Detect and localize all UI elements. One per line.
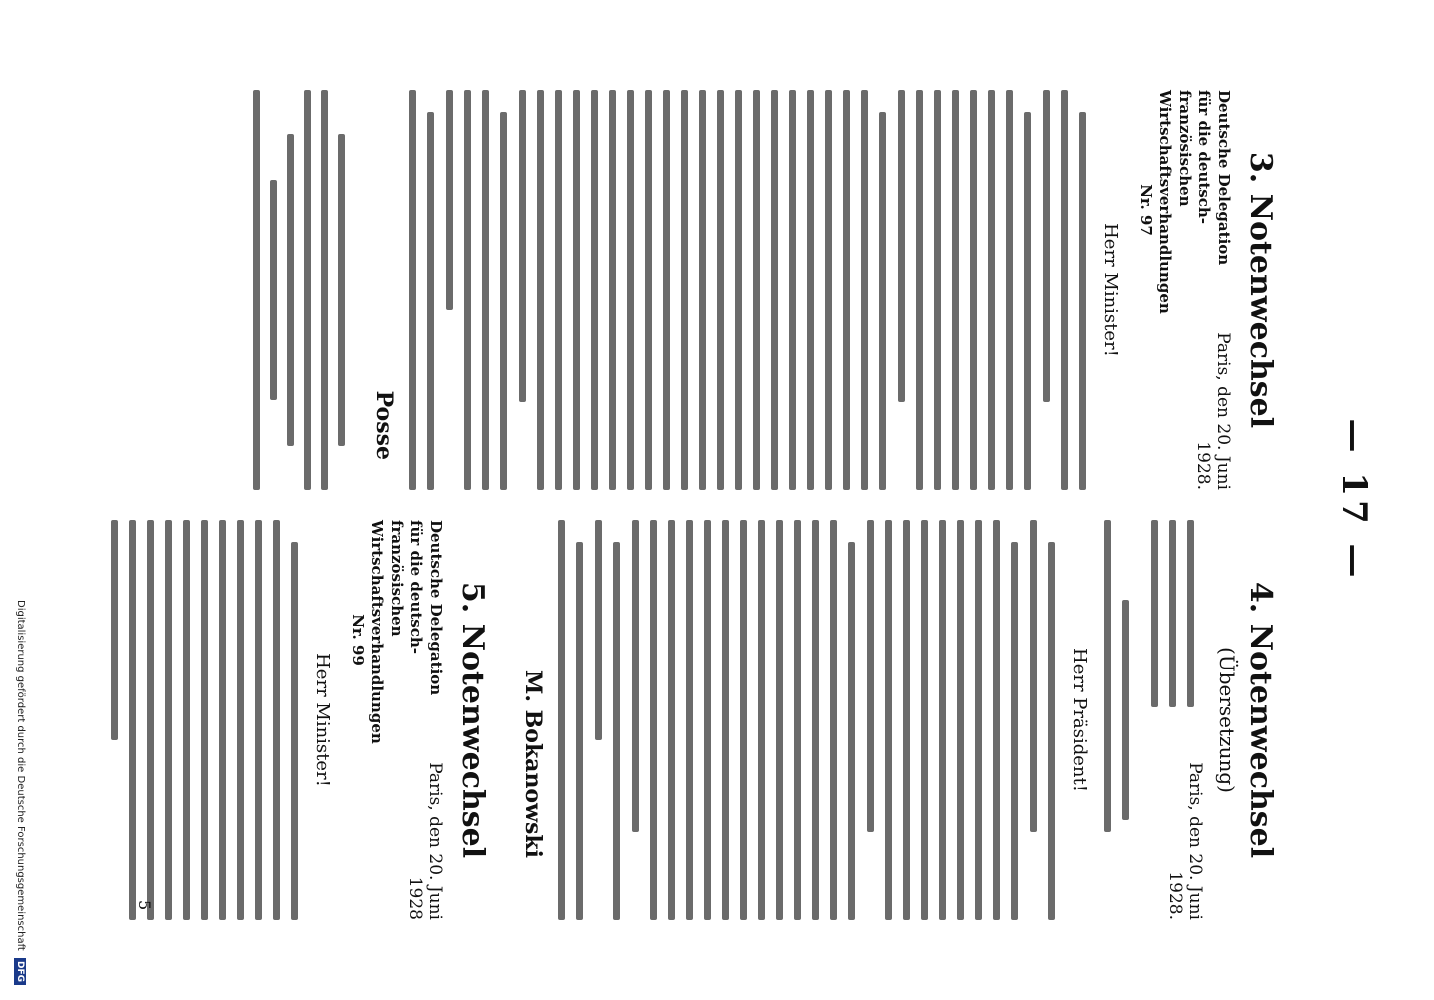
right-column xyxy=(94,520,1284,920)
right-section-title: 4. Notenwechsel xyxy=(1243,581,1278,859)
left-paragraph-4 xyxy=(447,90,508,490)
left-paragraph-1 xyxy=(1044,90,1087,490)
page-header: — 17 — xyxy=(1334,418,1374,582)
right-section2-sender-line-3: Wirtschaftsverhandlungen xyxy=(368,520,387,744)
page-footer-number: 5 xyxy=(135,900,154,911)
right-section2-place-date: Paris, den 20. Juni 1928 xyxy=(405,762,445,920)
right-meta-row xyxy=(1140,520,1205,920)
left-sender-line-3: Wirtschaftsverhandlungen xyxy=(1156,90,1175,314)
digitization-credit xyxy=(6,600,26,1000)
right-paragraph-2 xyxy=(867,520,1018,920)
left-meta-row xyxy=(1136,90,1234,490)
left-sender xyxy=(1136,90,1234,330)
digitization-credit-text: Digitalisierung gefördert durch die Deutsche Forschungsgemeinschaft xyxy=(15,600,26,951)
left-paragraph-2 xyxy=(899,90,1032,490)
right-section2-salutation: Herr Minister! xyxy=(312,653,334,787)
right-place-date: Paris, den 20. Juni 1928. xyxy=(1165,762,1205,920)
dfg-logo: DFG xyxy=(14,958,26,985)
left-section-title: 3. Notenwechsel xyxy=(1243,151,1278,429)
right-section2-sender xyxy=(348,520,446,760)
right-paragraph-5 xyxy=(558,520,583,920)
left-address-block xyxy=(254,90,346,490)
right-salutation: Herr Präsident! xyxy=(1069,648,1090,792)
left-paragraph-5 xyxy=(410,90,435,490)
left-number: Nr. 97 xyxy=(1137,184,1155,236)
left-sender-line-2: für die deutsch-französischen xyxy=(1176,90,1214,225)
left-salutation: Herr Minister! xyxy=(1100,223,1122,357)
right-section2-number: Nr. 99 xyxy=(349,614,367,666)
right-paragraph-4 xyxy=(595,520,620,920)
right-section2-meta-row xyxy=(348,520,446,920)
left-signature: Posse xyxy=(371,390,398,460)
right-section-subtitle: (Übersetzung) xyxy=(1215,647,1239,793)
left-sender-line-1: Deutsche Delegation xyxy=(1215,90,1233,266)
right-section2-sender-line-2: für die deutsch-französischen xyxy=(388,520,426,655)
right-addressee-block xyxy=(1104,520,1129,920)
right-section2-sender-line-1: Deutsche Delegation xyxy=(427,520,445,696)
right-paragraph-1 xyxy=(1030,520,1055,920)
right-section2-title: 5. Notenwechsel xyxy=(455,581,490,859)
right-paragraph-3 xyxy=(632,520,855,920)
right-signature: M. Bokanowski xyxy=(520,670,546,859)
right-sender xyxy=(1140,520,1205,760)
left-column xyxy=(94,90,1284,490)
left-place-date: Paris, den 20. Juni 1928. xyxy=(1193,332,1233,490)
right-section2-paragraph-1 xyxy=(112,520,299,920)
left-paragraph-3 xyxy=(520,90,887,490)
